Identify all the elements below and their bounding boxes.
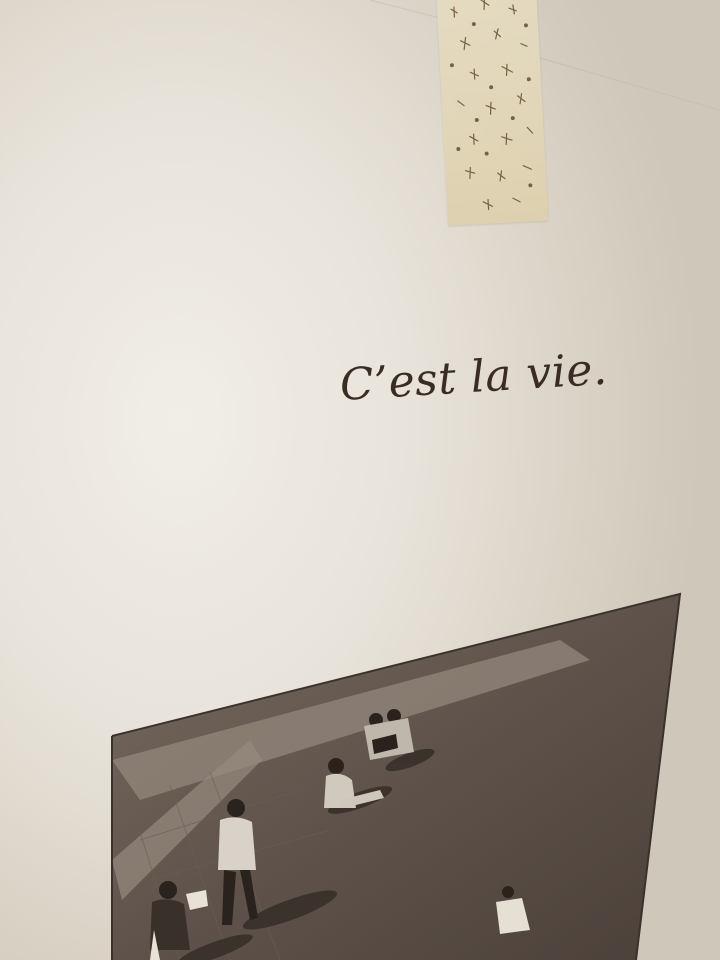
- quote-text: C’est la vie.: [338, 343, 609, 411]
- photo-content: [100, 580, 700, 960]
